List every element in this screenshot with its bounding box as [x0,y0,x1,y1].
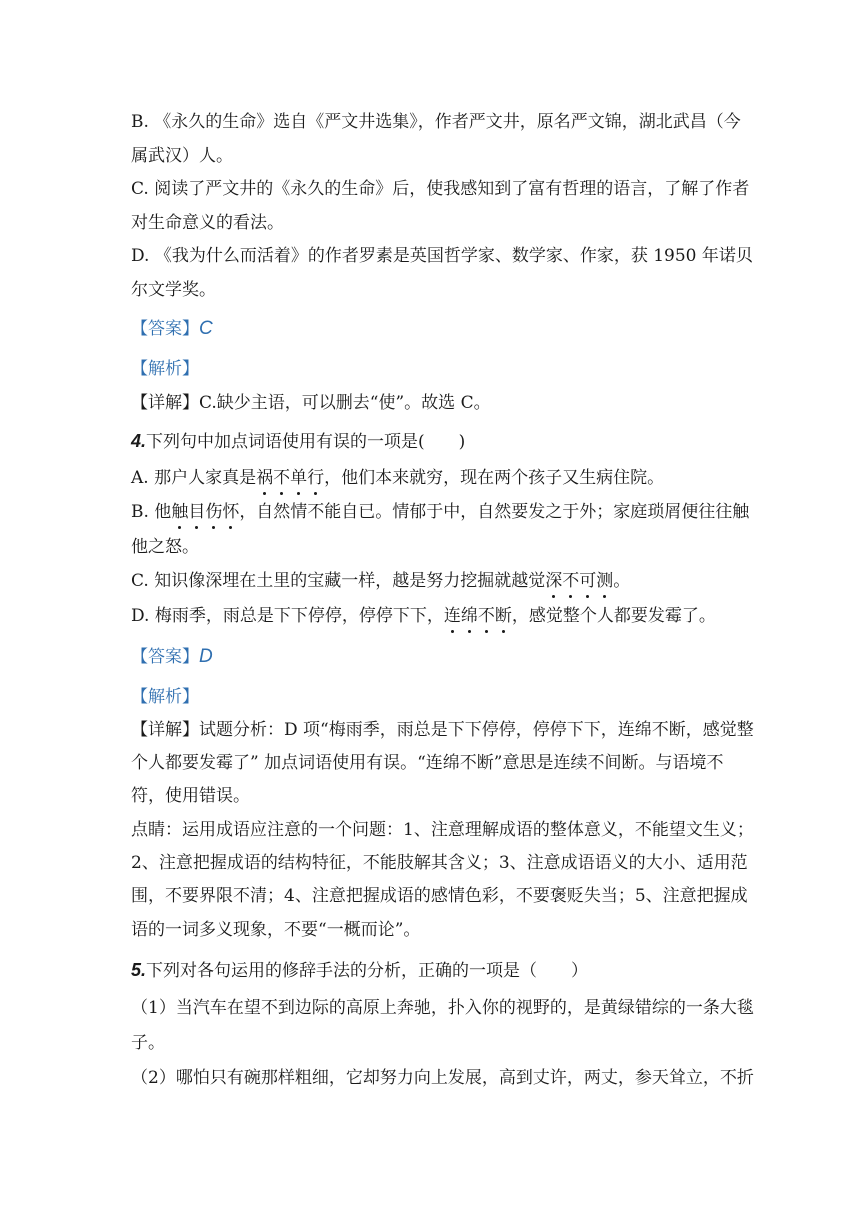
emphasis-dot-char: 连 [443,606,461,626]
dotted-word [444,606,512,626]
emphasis-dot-char: 行 [307,468,325,488]
answer-tag: 【答案】 [131,319,199,339]
analysis-tag: 【解析】 [131,359,199,379]
q4-stem [131,430,465,453]
question-text: 下列对各句运用的修辞手法的分析，正确的一项是（ ） [146,961,589,981]
answer-tag: 【答案】 [131,647,199,667]
q4-detail-line-1 [131,719,754,741]
q3-detail-line [131,392,491,414]
option-d-line-1: D. 《我为什么而活着》的作者罗素是英国哲学家、数学家、作家，获 1950 年诺贝 [131,246,753,266]
answer-value: D [199,646,213,667]
dotted-word [545,571,613,591]
option-text: 。 [613,571,631,591]
emphasis-dot-char: 怀 [222,502,240,522]
detail-text: C.缺少主语，可以删去“使”。故选 C。 [199,393,491,413]
q4-answer-line [131,646,213,668]
q4-tip-line-1: 点睛：运用成语应注意的一个问题：1、注意理解成语的整体意义，不能望文生义； [131,820,754,840]
q5-stem [131,959,588,982]
q4-tip-line-2: 2、注意把握成语的结构特征，不能肢解其含义；3、注意成语语义的大小、适用范 [131,853,748,873]
option-b-line-2: 属武汉）人。 [131,146,233,166]
question-number: 5. [131,960,147,980]
dotted-word [171,502,239,522]
analysis-tag: 【解析】 [131,687,199,707]
q4-detail-line-3: 符，使用错误。 [131,786,250,806]
option-b-line-1: B. 《永久的生命》选自《严文井选集》，作者严文井，原名严文锦，湖北武昌（今 [131,112,741,132]
q4-option-a [131,467,664,489]
emphasis-dot-char: 不 [562,571,580,591]
q4-option-b-line-2: 他之怒。 [131,537,199,557]
option-text: ，他们本来就穷，现在两个孩子又生病住院。 [324,468,665,488]
emphasis-dot-char: 单 [290,468,308,488]
option-text: ，自然情不能自已。情郁于中，自然要发之于外；家庭琐屑便往往触 [239,502,750,522]
q4-detail-line-2: 个人都要发霉了” 加点词语使用有误。“连绵不断”意思是连续不间断。与语境不 [131,753,724,773]
q3-analysis-tag [131,358,199,380]
q3-answer-line [131,318,213,340]
q5-sentence-1-line-2: 子。 [131,1033,165,1053]
option-text: C. 知识像深埋在土里的宝藏一样，越是努力挖掘就越觉 [131,571,546,591]
detail-tag: 【详解】 [131,393,199,413]
option-text: ，感觉整个人都要发霉了。 [511,606,716,626]
option-text: B. 他 [131,502,172,522]
emphasis-dot-char: 目 [188,502,206,522]
emphasis-dot-char: 深 [545,571,563,591]
detail-text: 试题分析：D 项“梅雨季，雨总是下下停停，停停下下，连绵不断，感觉整 [199,720,754,740]
emphasis-dot-char: 伤 [205,502,223,522]
emphasis-dot-char: 测 [596,571,614,591]
option-text: D. 梅雨季，雨总是下下停停，停停下下， [131,606,444,626]
emphasis-dot-char: 不 [477,606,495,626]
q4-option-b [131,501,749,523]
question-number: 4. [131,431,147,451]
q4-option-d [131,605,716,627]
q5-sentence-2-line-1: （2）哪怕只有碗那样粗细，它却努力向上发展，高到丈许，两丈，参天耸立，不折 [131,1068,754,1088]
q4-option-c [131,570,630,592]
dotted-word [256,468,324,488]
emphasis-dot-char: 祸 [256,468,274,488]
emphasis-dot-char: 断 [494,606,512,626]
detail-tag: 【详解】 [131,720,199,740]
answer-value: C [199,318,213,339]
option-c-line-2: 对生命意义的看法。 [131,213,284,233]
option-text: A. 那户人家真是 [131,468,257,488]
option-d-line-2: 尔文学奖。 [131,280,216,300]
emphasis-dot-char: 可 [579,571,597,591]
emphasis-dot-char: 绵 [460,606,478,626]
option-c-line-1: C. 阅读了严文井的《永久的生命》后，使我感知到了富有哲理的语言，了解了作者 [131,179,750,199]
q4-analysis-tag [131,686,199,708]
q5-sentence-1-line-1: （1）当汽车在望不到边际的高原上奔驰，扑入你的视野的，是黄绿错综的一条大毯 [131,998,754,1018]
question-text: 下列句中加点词语使用有误的一项是( ) [146,432,466,452]
q4-tip-line-3: 围，不要界限不清；4、注意把握成语的感情色彩，不要褒贬失当；5、注意把握成 [131,886,748,906]
q4-tip-line-4: 语的一词多义现象，不要“一概而论”。 [131,920,421,940]
emphasis-dot-char: 不 [273,468,291,488]
emphasis-dot-char: 触 [171,502,189,522]
